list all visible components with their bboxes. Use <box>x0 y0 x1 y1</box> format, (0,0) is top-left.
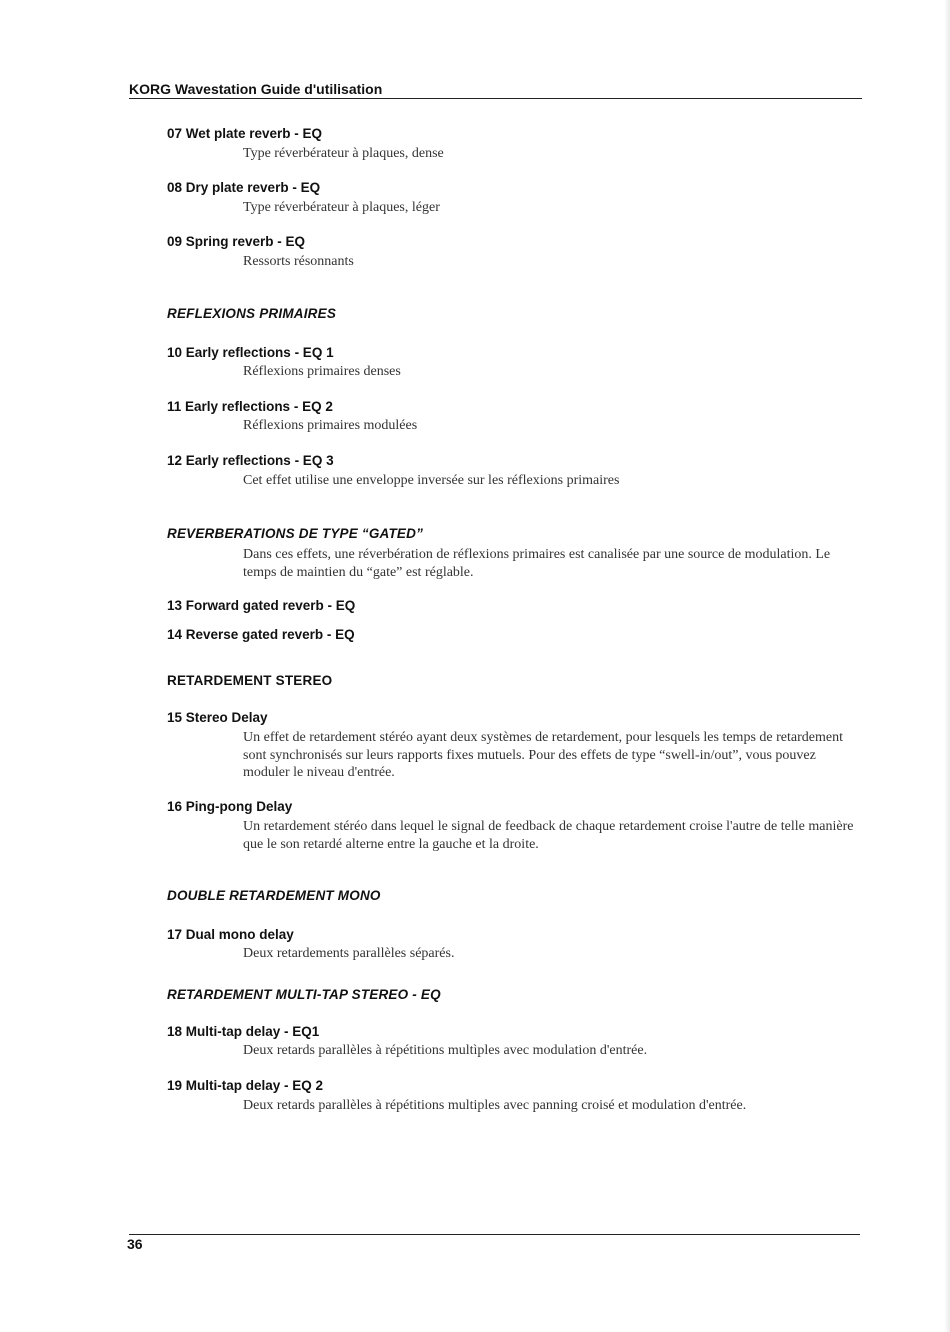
running-header: KORG Wavestation Guide d'utilisation <box>129 81 383 97</box>
footer-rule <box>129 1234 860 1235</box>
entry-title-07: 07 Wet plate reverb - EQ <box>167 126 323 141</box>
section-title-double: DOUBLE RETARDEMENT MONO <box>167 888 381 903</box>
entry-title-15: 15 Stereo Delay <box>167 710 268 725</box>
entry-title-18: 18 Multi-tap delay - EQ1 <box>167 1024 320 1039</box>
entry-title-17: 17 Dual mono delay <box>167 927 294 942</box>
section-title-reflexions: REFLEXIONS PRIMAIRES <box>167 306 337 321</box>
entry-desc-07: Type réverbérateur à plaques, dense <box>243 146 444 161</box>
entry-desc-19: Deux retards parallèles à répétitions multiples avec panning croisé et modulation d'entrée. <box>243 1098 747 1113</box>
entry-desc-08: Type réverbérateur à plaques, léger <box>243 200 440 215</box>
section-title-multitap: RETARDEMENT MULTI-TAP STEREO - EQ <box>167 987 441 1002</box>
section-title-stereo: RETARDEMENT STEREO <box>167 673 333 688</box>
entry-desc-09: Ressorts résonnants <box>243 254 354 269</box>
entry-desc-17: Deux retardements parallèles séparés. <box>243 946 455 961</box>
entry-title-09: 09 Spring reverb - EQ <box>167 234 306 249</box>
entry-title-19: 19 Multi-tap delay - EQ 2 <box>167 1078 324 1093</box>
page-edge-shadow <box>944 0 950 1332</box>
entry-title-11: 11 Early reflections - EQ 2 <box>167 399 333 414</box>
entry-desc-16: Un retardement stéréo dans lequel le signal de feedback de chaque retardement croise l'autre de telle manière que le son retardé alterne entre la gauche et la droite. <box>243 819 854 852</box>
entry-desc-12: Cet effet utilise une enveloppe inversée sur les réflexions primaires <box>243 473 620 488</box>
section-title-gated: REVERBERATIONS DE TYPE “GATED” <box>167 526 424 541</box>
entry-desc-15: Un effet de retardement stéréo ayant deux systèmes de retardement, pour lesquels les temps de retardement sont synchronisés sur leurs rapports fixes mutuels. Pour des effets de type “swell-in/out”, vous pouvez moduler le niveau d'entrée. <box>243 730 843 780</box>
entry-desc-18: Deux retards parallèles à répétitions multìples avec modulation d'entrée. <box>243 1043 648 1058</box>
entry-title-16: 16 Ping-pong Delay <box>167 799 293 814</box>
entry-desc-11: Réflexions primaires modulées <box>243 418 418 433</box>
entry-title-12: 12 Early reflections - EQ 3 <box>167 453 334 468</box>
entry-title-13: 13 Forward gated reverb - EQ <box>167 598 356 613</box>
entry-title-10: 10 Early reflections - EQ 1 <box>167 345 334 360</box>
page-number: 36 <box>127 1236 143 1252</box>
entry-title-08: 08 Dry plate reverb - EQ <box>167 180 321 195</box>
section-desc-gated: Dans ces effets, une réverbération de réflexions primaires est canalisée par une source de modulation. Le temps de maintien du “gate” est réglable. <box>243 547 831 580</box>
header-rule <box>129 98 862 99</box>
entry-title-14: 14 Reverse gated reverb - EQ <box>167 627 355 642</box>
entry-desc-10: Réflexions primaires denses <box>243 364 401 379</box>
